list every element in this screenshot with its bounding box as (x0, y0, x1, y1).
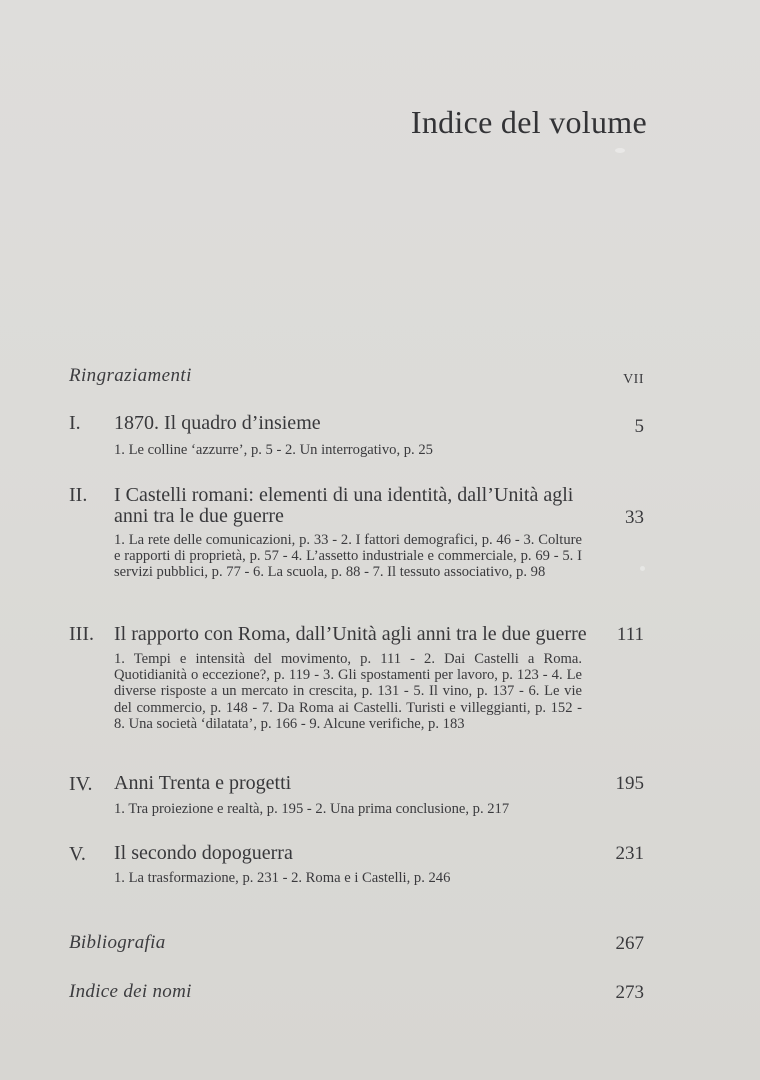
chapter-numeral: I. (69, 412, 81, 434)
chapter-sections: 1. Le colline ‘azzurre’, p. 5 - 2. Un interrogativo, p. 25 (114, 442, 433, 458)
toc-entry-indice-nomi: Indice dei nomi (69, 981, 192, 1002)
toc-page-indice-nomi: 273 (615, 982, 644, 1003)
paper-stain (640, 566, 645, 571)
chapter-page: 231 (615, 843, 644, 864)
chapter-numeral: IV. (69, 773, 93, 795)
chapter-page: 5 (634, 416, 644, 437)
chapter-title: Il secondo dopoguerra (114, 842, 293, 864)
chapter-title: Il rapporto con Roma, dall’Unità agli anni tra le due guerre (114, 623, 587, 645)
chapter-sections: 1. Tempi e intensità del movimento, p. 111 - 2. Dai Castelli a Roma. Quotidianità o eccezione?, p. 119 - 3. Gli spostamenti per lavoro, p. 123 - 4. Le diverse risposte a un mercato in crescita, p. 131 - 5. Il vino, p. 137 - 6. Le vie del commercio, p. 148 - 7. Da Roma ai Castelli. Turisti e villeggianti, p. 152 - 8. Una società ‘dilatata’, p. 166 - 9. Alcune verifiche, p. 183 (114, 651, 582, 732)
chapter-numeral: V. (69, 843, 86, 865)
paper-stain (615, 148, 625, 153)
chapter-sections: 1. Tra proiezione e realtà, p. 195 - 2. Una prima conclusione, p. 217 (114, 801, 510, 817)
toc-entry-ringraziamenti: Ringraziamenti (69, 365, 192, 386)
chapter-title: I Castelli romani: elementi di una identità, dall’Unità agli anni tra le due guerre (114, 484, 574, 527)
chapter-page: 195 (615, 773, 644, 794)
chapter-title: Anni Trenta e progetti (114, 772, 292, 794)
toc-page-bibliografia: 267 (615, 933, 644, 954)
chapter-numeral: III. (69, 623, 94, 645)
chapter-numeral: II. (69, 484, 88, 506)
chapter-sections: 1. La rete delle comunicazioni, p. 33 - 2. I fattori demografici, p. 46 - 3. Colture e rapporti di proprietà, p. 57 - 4. L’assetto industriale e commerciale, p. 69 - 5. I servizi pubblici, p. 77 - 6. La scuola, p. 88 - 7. Il tessuto associativo, p. 98 (114, 532, 582, 581)
chapter-page: 111 (616, 624, 644, 645)
chapter-title: 1870. Il quadro d’insieme (114, 412, 321, 434)
toc-entry-bibliografia: Bibliografia (69, 932, 166, 953)
chapter-page: 33 (625, 507, 644, 528)
toc-page-ringraziamenti: VII (623, 372, 644, 387)
chapter-sections: 1. La trasformazione, p. 231 - 2. Roma e i Castelli, p. 246 (114, 870, 451, 886)
page-title: Indice del volume (410, 104, 647, 140)
